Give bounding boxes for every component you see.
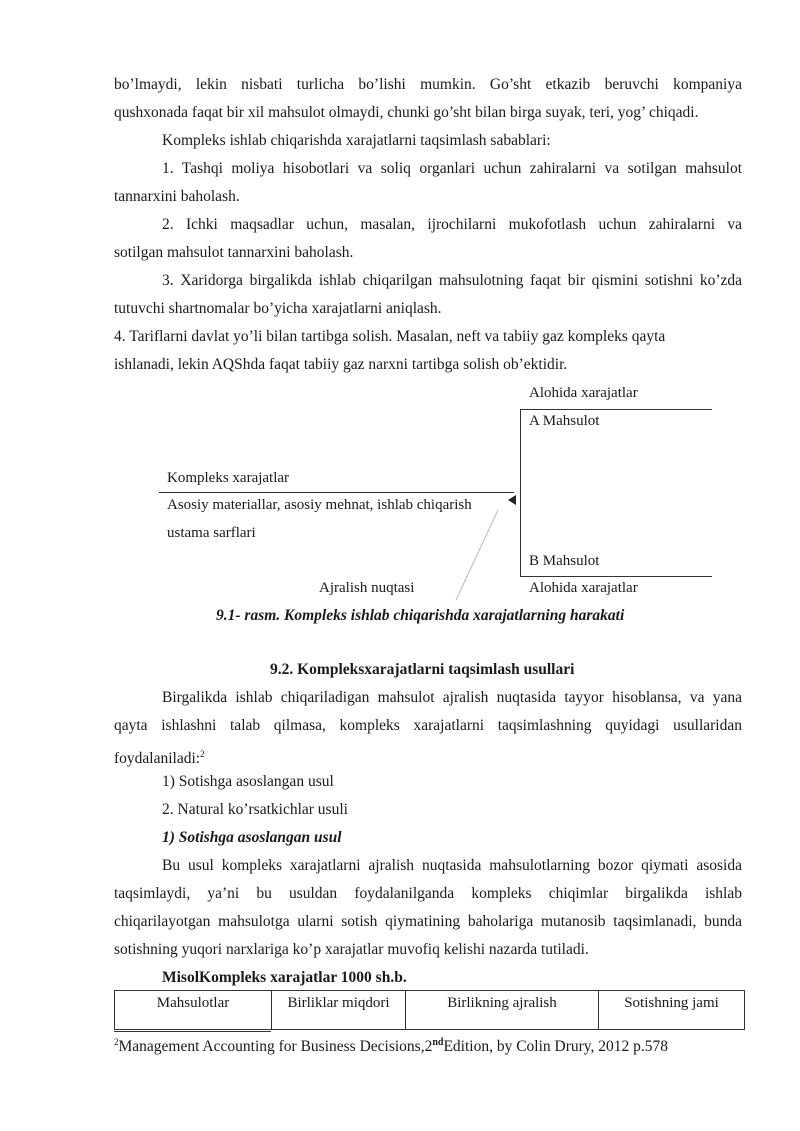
intro-line-1: bo’lmaydi, lekin nisbati turlicha bo’lishi mumkin. Go’sht etkazib beruvchi kompaniya [114, 76, 742, 93]
footnote-ref: 2 [200, 749, 205, 759]
section-title: 9.2. Kompleksxarajatlarni taqsimlash usullari [270, 661, 575, 678]
para-1-line-3-text: foydalaniladi: [114, 750, 201, 768]
reasons-heading: Kompleks ishlab chiqarishda xarajatlarni taqsimlash sabablari: [162, 132, 551, 149]
para-2-line-2: taqsimlaydi, ya’ni bu usuldan foydalanilganda kompleks chiqimlar birgalikda ishlab [114, 885, 742, 902]
example-table [114, 990, 745, 1030]
footnote-mark: 2 [114, 1037, 119, 1047]
split-pointer-line [456, 510, 498, 600]
footnote [114, 1037, 668, 1056]
table-header-cell: Sotishning jami [599, 991, 745, 1030]
reason-1-line-1: 1. Tashqi moliya hisobotlari va soliq organlari uchun zahiralarni va sotilgan mahsulot [162, 160, 742, 177]
footnote-separator [114, 1031, 271, 1032]
footnote-text-a: Management Accounting for Business Decisions,2 [118, 1038, 433, 1056]
para-1-line-1: Birgalikda ishlab chiqariladigan mahsulot ajralish nuqtasida tayyor hisoblansa, va yana [162, 689, 742, 706]
joint-costs-desc-1: Asosiy materiallar, asosiy mehnat, ishlab chiqarish [167, 497, 472, 513]
joint-costs-label: Kompleks xarajatlar [167, 470, 290, 486]
table-header-cell: Birliklar miqdori [272, 991, 406, 1030]
arrowhead-icon [508, 495, 516, 505]
example-heading: MisolKompleks xarajatlar 1000 sh.b. [162, 969, 407, 986]
reason-2-line-1: 2. Ichki maqsadlar uchun, masalan, ijrochilarni mukofotlash uchun zahiralarni va [162, 216, 742, 233]
table-header-cell: Birlikning ajralish [406, 991, 599, 1030]
footnote-ordinal: nd [432, 1037, 444, 1048]
table-header-cell: Mahsulotlar [115, 991, 272, 1030]
product-a-top-line [520, 409, 712, 410]
reason-1-line-2: tannarxini baholash. [114, 188, 240, 205]
footnote-text-b: Edition, by Colin Drury, 2012 p.578 [443, 1038, 669, 1056]
reason-4-line-1: 4. Tariflarni davlat yo’li bilan tartibga solish. Masalan, neft va tabiiy gaz kompleks qayta [114, 328, 666, 345]
table-header-row [115, 991, 745, 1030]
para-1-line-3 [114, 744, 205, 769]
product-b-bottom-line [520, 576, 712, 577]
intro-line-2: qushxonada faqat bir xil mahsulot olmaydi, chunki go’sht bilan birga suyak, teri, yog’ chiqadi. [114, 104, 699, 121]
para-1-line-2: qayta ishlashni talab qilmasa, kompleks xarajatlarni taqsimlashning quyidagi usullaridan [114, 717, 742, 734]
split-arrow [440, 490, 520, 610]
figure-caption: 9.1- rasm. Kompleks ishlab chiqarishda xarajatlarning harakati [216, 607, 625, 624]
sub-heading: 1) Sotishga asoslangan usul [162, 829, 342, 846]
product-b-label: B Mahsulot [529, 553, 600, 569]
products-divider-line [520, 409, 521, 577]
joint-costs-desc-2: ustama sarflari [167, 525, 256, 541]
method-2: 2. Natural ko’rsatkichlar usuli [162, 801, 348, 818]
reason-4-line-2: ishlanadi, lekin AQShda faqat tabiiy gaz narxni tartibga solish ob’ektidir. [114, 356, 568, 373]
split-point-label: Ajralish nuqtasi [319, 580, 415, 596]
reason-3-line-2: tutuvchi shartnomalar bo’yicha xarajatlarni aniqlash. [114, 300, 442, 317]
para-2-line-4: sotishning yuqori narxlariga ko’p xarajatlar muvofiq kelishi nazarda tutiladi. [114, 941, 589, 958]
para-2-line-3: chiqarilayotgan mahsulotga ularni sotish qiymatining baholariga mutanosib taqsimlanadi, bunda [114, 913, 742, 930]
method-1: 1) Sotishga asoslangan usul [162, 773, 334, 790]
product-a-label: A Mahsulot [529, 413, 600, 429]
separate-costs-bottom-label: Alohida xarajatlar [529, 580, 638, 596]
separate-costs-top-label: Alohida xarajatlar [529, 385, 638, 401]
reason-2-line-2: sotilgan mahsulot tannarxini baholash. [114, 244, 354, 261]
para-2-line-1: Bu usul kompleks xarajatlarni ajralish nuqtasida mahsulotlarning bozor qiymati asosida [162, 857, 742, 874]
reason-3-line-1: 3. Xaridorga birgalikda ishlab chiqarilgan mahsulotning faqat bir qismini sotishni ko’zda [162, 272, 742, 289]
